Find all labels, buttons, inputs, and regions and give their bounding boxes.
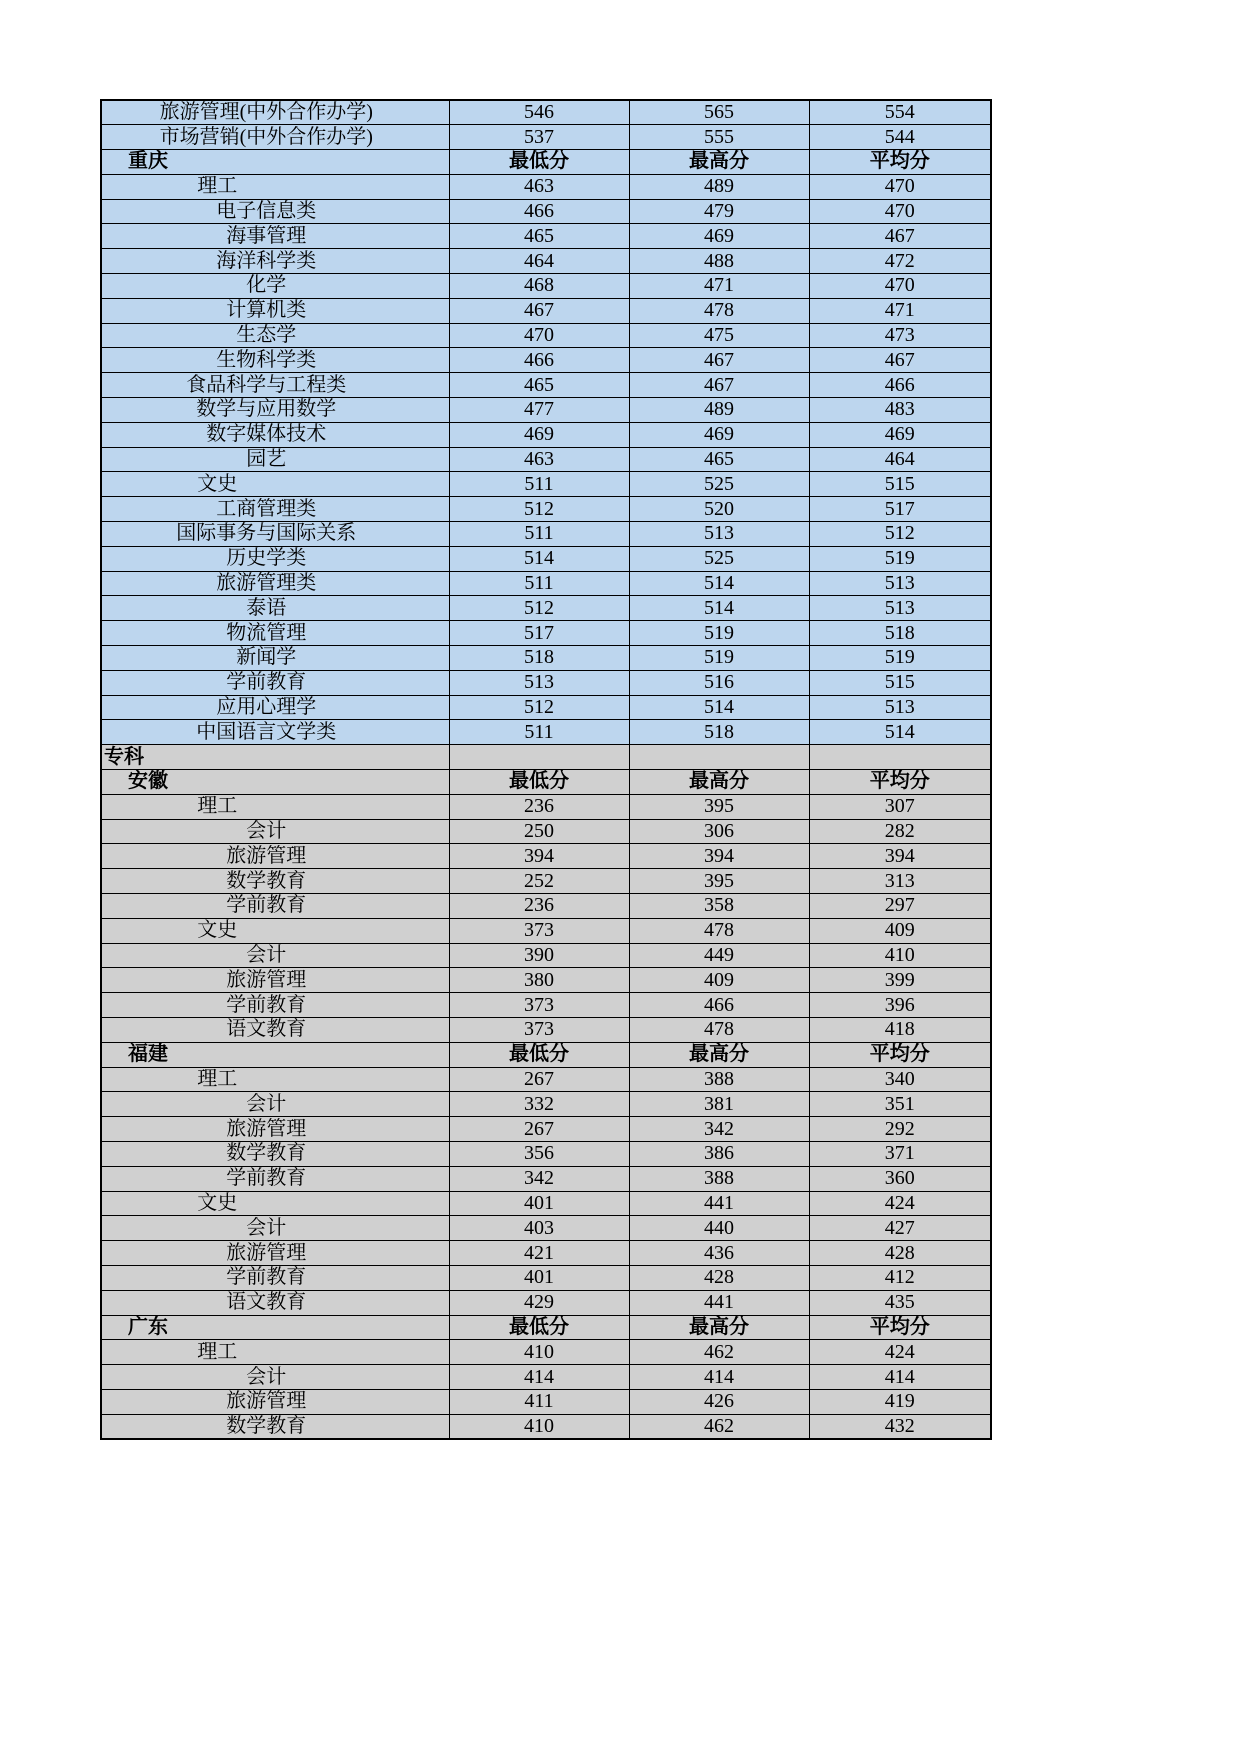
major-name-cell: 旅游管理: [101, 844, 449, 869]
avg-score-cell: 313: [809, 869, 991, 894]
max-score-cell: 514: [629, 571, 809, 596]
category-cell: 文史: [101, 472, 449, 497]
table-row: [101, 174, 991, 199]
avg-score-cell: 424: [809, 1191, 991, 1216]
table-row: [101, 1017, 991, 1042]
table-row: [101, 298, 991, 323]
avg-score-cell: 414: [809, 1365, 991, 1390]
table-row: [101, 398, 991, 423]
min-score-cell: 512: [449, 596, 629, 621]
max-score-cell: 514: [629, 695, 809, 720]
major-name-cell: 食品科学与工程类: [101, 373, 449, 398]
avg-score-cell: [809, 745, 991, 770]
major-name-cell: 会计: [101, 943, 449, 968]
min-score-cell: 512: [449, 497, 629, 522]
min-score-cell: 380: [449, 968, 629, 993]
min-score-cell: 470: [449, 323, 629, 348]
max-score-cell: 466: [629, 993, 809, 1018]
table-row: [101, 497, 991, 522]
major-name-cell: 数学与应用数学: [101, 398, 449, 423]
max-score-cell: 516: [629, 670, 809, 695]
min-column-header: 最低分: [449, 150, 629, 175]
max-score-cell: 426: [629, 1389, 809, 1414]
table-row: [101, 869, 991, 894]
avg-score-cell: 394: [809, 844, 991, 869]
min-score-cell: 511: [449, 472, 629, 497]
max-score-cell: 395: [629, 869, 809, 894]
min-score-cell: 517: [449, 621, 629, 646]
max-score-cell: 381: [629, 1092, 809, 1117]
min-score-cell: 463: [449, 447, 629, 472]
table-body: [101, 100, 991, 1439]
major-name-cell: 语文教育: [101, 1290, 449, 1315]
min-score-cell: 267: [449, 1067, 629, 1092]
max-column-header: 最高分: [629, 150, 809, 175]
avg-score-cell: 399: [809, 968, 991, 993]
avg-score-cell: 513: [809, 695, 991, 720]
min-score-cell: 511: [449, 571, 629, 596]
avg-score-cell: 544: [809, 125, 991, 150]
min-score-cell: 512: [449, 695, 629, 720]
table-row: [101, 646, 991, 671]
avg-score-cell: 418: [809, 1017, 991, 1042]
table-row: [101, 1389, 991, 1414]
avg-score-cell: 410: [809, 943, 991, 968]
table-row: [101, 1340, 991, 1365]
major-name-cell: 电子信息类: [101, 199, 449, 224]
table-row: [101, 596, 991, 621]
category-cell: 理工: [101, 1067, 449, 1092]
max-score-cell: 409: [629, 968, 809, 993]
avg-score-cell: 428: [809, 1241, 991, 1266]
min-score-cell: 252: [449, 869, 629, 894]
avg-score-cell: 360: [809, 1166, 991, 1191]
province-header-cell: 安徽: [101, 770, 449, 795]
major-name-cell: 旅游管理(中外合作办学): [101, 100, 449, 125]
table-row: [101, 472, 991, 497]
table-row: [101, 522, 991, 547]
category-cell: 文史: [101, 1191, 449, 1216]
min-score-cell: 518: [449, 646, 629, 671]
min-score-cell: 463: [449, 174, 629, 199]
major-name-cell: 数字媒体技术: [101, 422, 449, 447]
min-score-cell: 414: [449, 1365, 629, 1390]
major-name-cell: 会计: [101, 1216, 449, 1241]
table-row: [101, 274, 991, 299]
table-row: [101, 447, 991, 472]
major-name-cell: 应用心理学: [101, 695, 449, 720]
avg-score-cell: 470: [809, 199, 991, 224]
avg-score-cell: 432: [809, 1414, 991, 1439]
min-score-cell: 373: [449, 993, 629, 1018]
max-score-cell: 513: [629, 522, 809, 547]
major-name-cell: 旅游管理: [101, 1389, 449, 1414]
min-score-cell: 466: [449, 199, 629, 224]
avg-score-cell: 292: [809, 1117, 991, 1142]
table-row: [101, 745, 991, 770]
min-score-cell: 401: [449, 1265, 629, 1290]
min-score-cell: 513: [449, 670, 629, 695]
avg-score-cell: 435: [809, 1290, 991, 1315]
avg-score-cell: 483: [809, 398, 991, 423]
avg-score-cell: 467: [809, 224, 991, 249]
max-score-cell: 469: [629, 422, 809, 447]
avg-column-header: 平均分: [809, 770, 991, 795]
min-score-cell: 267: [449, 1117, 629, 1142]
major-name-cell: 国际事务与国际关系: [101, 522, 449, 547]
avg-score-cell: 470: [809, 174, 991, 199]
max-score-cell: 462: [629, 1414, 809, 1439]
major-name-cell: 中国语言文学类: [101, 720, 449, 745]
min-score-cell: 236: [449, 794, 629, 819]
max-score-cell: 441: [629, 1290, 809, 1315]
category-cell: 理工: [101, 174, 449, 199]
max-score-cell: 518: [629, 720, 809, 745]
avg-score-cell: 515: [809, 670, 991, 695]
min-score-cell: [449, 745, 629, 770]
min-score-cell: 394: [449, 844, 629, 869]
major-name-cell: 数学教育: [101, 1141, 449, 1166]
max-score-cell: 462: [629, 1340, 809, 1365]
category-cell: 理工: [101, 794, 449, 819]
max-score-cell: 479: [629, 199, 809, 224]
table-row: [101, 993, 991, 1018]
table-row: [101, 670, 991, 695]
table-row: [101, 1067, 991, 1092]
avg-score-cell: 471: [809, 298, 991, 323]
major-name-cell: 新闻学: [101, 646, 449, 671]
table-row: [101, 968, 991, 993]
max-score-cell: 394: [629, 844, 809, 869]
max-score-cell: 520: [629, 497, 809, 522]
major-name-cell: 旅游管理: [101, 1117, 449, 1142]
min-column-header: 最低分: [449, 1315, 629, 1340]
avg-score-cell: 513: [809, 571, 991, 596]
min-score-cell: 466: [449, 348, 629, 373]
max-score-cell: 475: [629, 323, 809, 348]
province-header-cell: 广东: [101, 1315, 449, 1340]
min-score-cell: 403: [449, 1216, 629, 1241]
major-name-cell: 学前教育: [101, 1265, 449, 1290]
min-column-header: 最低分: [449, 770, 629, 795]
min-score-cell: 411: [449, 1389, 629, 1414]
avg-score-cell: 351: [809, 1092, 991, 1117]
avg-score-cell: 307: [809, 794, 991, 819]
min-score-cell: 236: [449, 894, 629, 919]
major-name-cell: 泰语: [101, 596, 449, 621]
major-name-cell: 海洋科学类: [101, 249, 449, 274]
max-column-header: 最高分: [629, 1042, 809, 1067]
max-score-cell: 440: [629, 1216, 809, 1241]
table-row: [101, 1042, 991, 1067]
avg-score-cell: 467: [809, 348, 991, 373]
table-row: [101, 249, 991, 274]
max-score-cell: 436: [629, 1241, 809, 1266]
admission-score-table: [100, 99, 992, 1440]
max-score-cell: 519: [629, 621, 809, 646]
max-score-cell: 449: [629, 943, 809, 968]
table-row: [101, 1166, 991, 1191]
min-score-cell: 250: [449, 819, 629, 844]
table-row: [101, 943, 991, 968]
avg-score-cell: 512: [809, 522, 991, 547]
table-row: [101, 819, 991, 844]
avg-score-cell: 473: [809, 323, 991, 348]
max-score-cell: 478: [629, 1017, 809, 1042]
min-score-cell: 356: [449, 1141, 629, 1166]
table-row: [101, 323, 991, 348]
major-name-cell: 历史学类: [101, 546, 449, 571]
max-score-cell: 388: [629, 1067, 809, 1092]
table-row: [101, 794, 991, 819]
min-score-cell: 465: [449, 373, 629, 398]
max-score-cell: 488: [629, 249, 809, 274]
min-score-cell: 469: [449, 422, 629, 447]
table-row: [101, 199, 991, 224]
max-score-cell: 478: [629, 918, 809, 943]
min-score-cell: 468: [449, 274, 629, 299]
table-row: [101, 695, 991, 720]
major-name-cell: 物流管理: [101, 621, 449, 646]
max-score-cell: 555: [629, 125, 809, 150]
max-score-cell: 469: [629, 224, 809, 249]
max-score-cell: 525: [629, 546, 809, 571]
min-score-cell: 421: [449, 1241, 629, 1266]
min-score-cell: 342: [449, 1166, 629, 1191]
table-row: [101, 373, 991, 398]
min-score-cell: 464: [449, 249, 629, 274]
avg-score-cell: 515: [809, 472, 991, 497]
table-row: [101, 1141, 991, 1166]
avg-score-cell: 340: [809, 1067, 991, 1092]
min-score-cell: 511: [449, 720, 629, 745]
min-score-cell: 410: [449, 1340, 629, 1365]
min-score-cell: 401: [449, 1191, 629, 1216]
major-name-cell: 学前教育: [101, 894, 449, 919]
avg-score-cell: 297: [809, 894, 991, 919]
major-name-cell: 语文教育: [101, 1017, 449, 1042]
table-row: [101, 348, 991, 373]
table-row: [101, 720, 991, 745]
max-score-cell: 428: [629, 1265, 809, 1290]
min-score-cell: 467: [449, 298, 629, 323]
major-name-cell: 海事管理: [101, 224, 449, 249]
avg-score-cell: 518: [809, 621, 991, 646]
max-score-cell: 565: [629, 100, 809, 125]
avg-score-cell: 519: [809, 646, 991, 671]
major-name-cell: 旅游管理: [101, 968, 449, 993]
province-header-cell: 福建: [101, 1042, 449, 1067]
table-row: [101, 1365, 991, 1390]
major-name-cell: 学前教育: [101, 993, 449, 1018]
avg-score-cell: 472: [809, 249, 991, 274]
table-row: [101, 150, 991, 175]
min-column-header: 最低分: [449, 1042, 629, 1067]
avg-score-cell: 469: [809, 422, 991, 447]
avg-score-cell: 464: [809, 447, 991, 472]
max-score-cell: 441: [629, 1191, 809, 1216]
major-name-cell: 会计: [101, 1092, 449, 1117]
major-name-cell: 生态学: [101, 323, 449, 348]
table-row: [101, 770, 991, 795]
min-score-cell: 546: [449, 100, 629, 125]
avg-score-cell: 282: [809, 819, 991, 844]
table-row: [101, 224, 991, 249]
avg-score-cell: 519: [809, 546, 991, 571]
max-score-cell: 467: [629, 348, 809, 373]
table-row: [101, 1265, 991, 1290]
table-row: [101, 894, 991, 919]
major-name-cell: 学前教育: [101, 670, 449, 695]
avg-score-cell: 396: [809, 993, 991, 1018]
table-row: [101, 422, 991, 447]
avg-score-cell: 427: [809, 1216, 991, 1241]
max-column-header: 最高分: [629, 1315, 809, 1340]
table-row: [101, 1315, 991, 1340]
table-row: [101, 1290, 991, 1315]
table-row: [101, 100, 991, 125]
avg-score-cell: 412: [809, 1265, 991, 1290]
max-score-cell: 358: [629, 894, 809, 919]
max-score-cell: 467: [629, 373, 809, 398]
table-row: [101, 918, 991, 943]
table-row: [101, 621, 991, 646]
avg-column-header: 平均分: [809, 150, 991, 175]
max-score-cell: [629, 745, 809, 770]
table-row: [101, 1092, 991, 1117]
max-score-cell: 519: [629, 646, 809, 671]
major-name-cell: 园艺: [101, 447, 449, 472]
table-row: [101, 571, 991, 596]
avg-column-header: 平均分: [809, 1042, 991, 1067]
major-name-cell: 旅游管理: [101, 1241, 449, 1266]
avg-score-cell: 466: [809, 373, 991, 398]
avg-score-cell: 409: [809, 918, 991, 943]
min-score-cell: 465: [449, 224, 629, 249]
major-name-cell: 市场营销(中外合作办学): [101, 125, 449, 150]
table-row: [101, 125, 991, 150]
major-name-cell: 会计: [101, 1365, 449, 1390]
max-score-cell: 489: [629, 398, 809, 423]
min-score-cell: 373: [449, 1017, 629, 1042]
min-score-cell: 537: [449, 125, 629, 150]
avg-score-cell: 470: [809, 274, 991, 299]
table-row: [101, 844, 991, 869]
max-score-cell: 478: [629, 298, 809, 323]
province-header-cell: 重庆: [101, 150, 449, 175]
max-column-header: 最高分: [629, 770, 809, 795]
max-score-cell: 414: [629, 1365, 809, 1390]
max-score-cell: 525: [629, 472, 809, 497]
max-score-cell: 388: [629, 1166, 809, 1191]
max-score-cell: 306: [629, 819, 809, 844]
min-score-cell: 477: [449, 398, 629, 423]
major-name-cell: 工商管理类: [101, 497, 449, 522]
avg-score-cell: 424: [809, 1340, 991, 1365]
max-score-cell: 489: [629, 174, 809, 199]
min-score-cell: 373: [449, 918, 629, 943]
max-score-cell: 471: [629, 274, 809, 299]
table-row: [101, 1414, 991, 1439]
avg-score-cell: 513: [809, 596, 991, 621]
max-score-cell: 386: [629, 1141, 809, 1166]
max-score-cell: 395: [629, 794, 809, 819]
min-score-cell: 332: [449, 1092, 629, 1117]
major-name-cell: 学前教育: [101, 1166, 449, 1191]
avg-score-cell: 514: [809, 720, 991, 745]
table-row: [101, 1191, 991, 1216]
max-score-cell: 514: [629, 596, 809, 621]
admission-score-sheet: [100, 99, 990, 1440]
major-name-cell: 数学教育: [101, 1414, 449, 1439]
table-row: [101, 1241, 991, 1266]
major-name-cell: 会计: [101, 819, 449, 844]
section-header-cell: 专科: [101, 745, 449, 770]
min-score-cell: 410: [449, 1414, 629, 1439]
avg-score-cell: 371: [809, 1141, 991, 1166]
max-score-cell: 465: [629, 447, 809, 472]
major-name-cell: 旅游管理类: [101, 571, 449, 596]
major-name-cell: 生物科学类: [101, 348, 449, 373]
major-name-cell: 化学: [101, 274, 449, 299]
max-score-cell: 342: [629, 1117, 809, 1142]
avg-score-cell: 419: [809, 1389, 991, 1414]
min-score-cell: 511: [449, 522, 629, 547]
table-row: [101, 1216, 991, 1241]
category-cell: 文史: [101, 918, 449, 943]
avg-score-cell: 517: [809, 497, 991, 522]
table-row: [101, 546, 991, 571]
avg-column-header: 平均分: [809, 1315, 991, 1340]
min-score-cell: 429: [449, 1290, 629, 1315]
avg-score-cell: 554: [809, 100, 991, 125]
major-name-cell: 数学教育: [101, 869, 449, 894]
category-cell: 理工: [101, 1340, 449, 1365]
min-score-cell: 390: [449, 943, 629, 968]
min-score-cell: 514: [449, 546, 629, 571]
table-row: [101, 1117, 991, 1142]
major-name-cell: 计算机类: [101, 298, 449, 323]
